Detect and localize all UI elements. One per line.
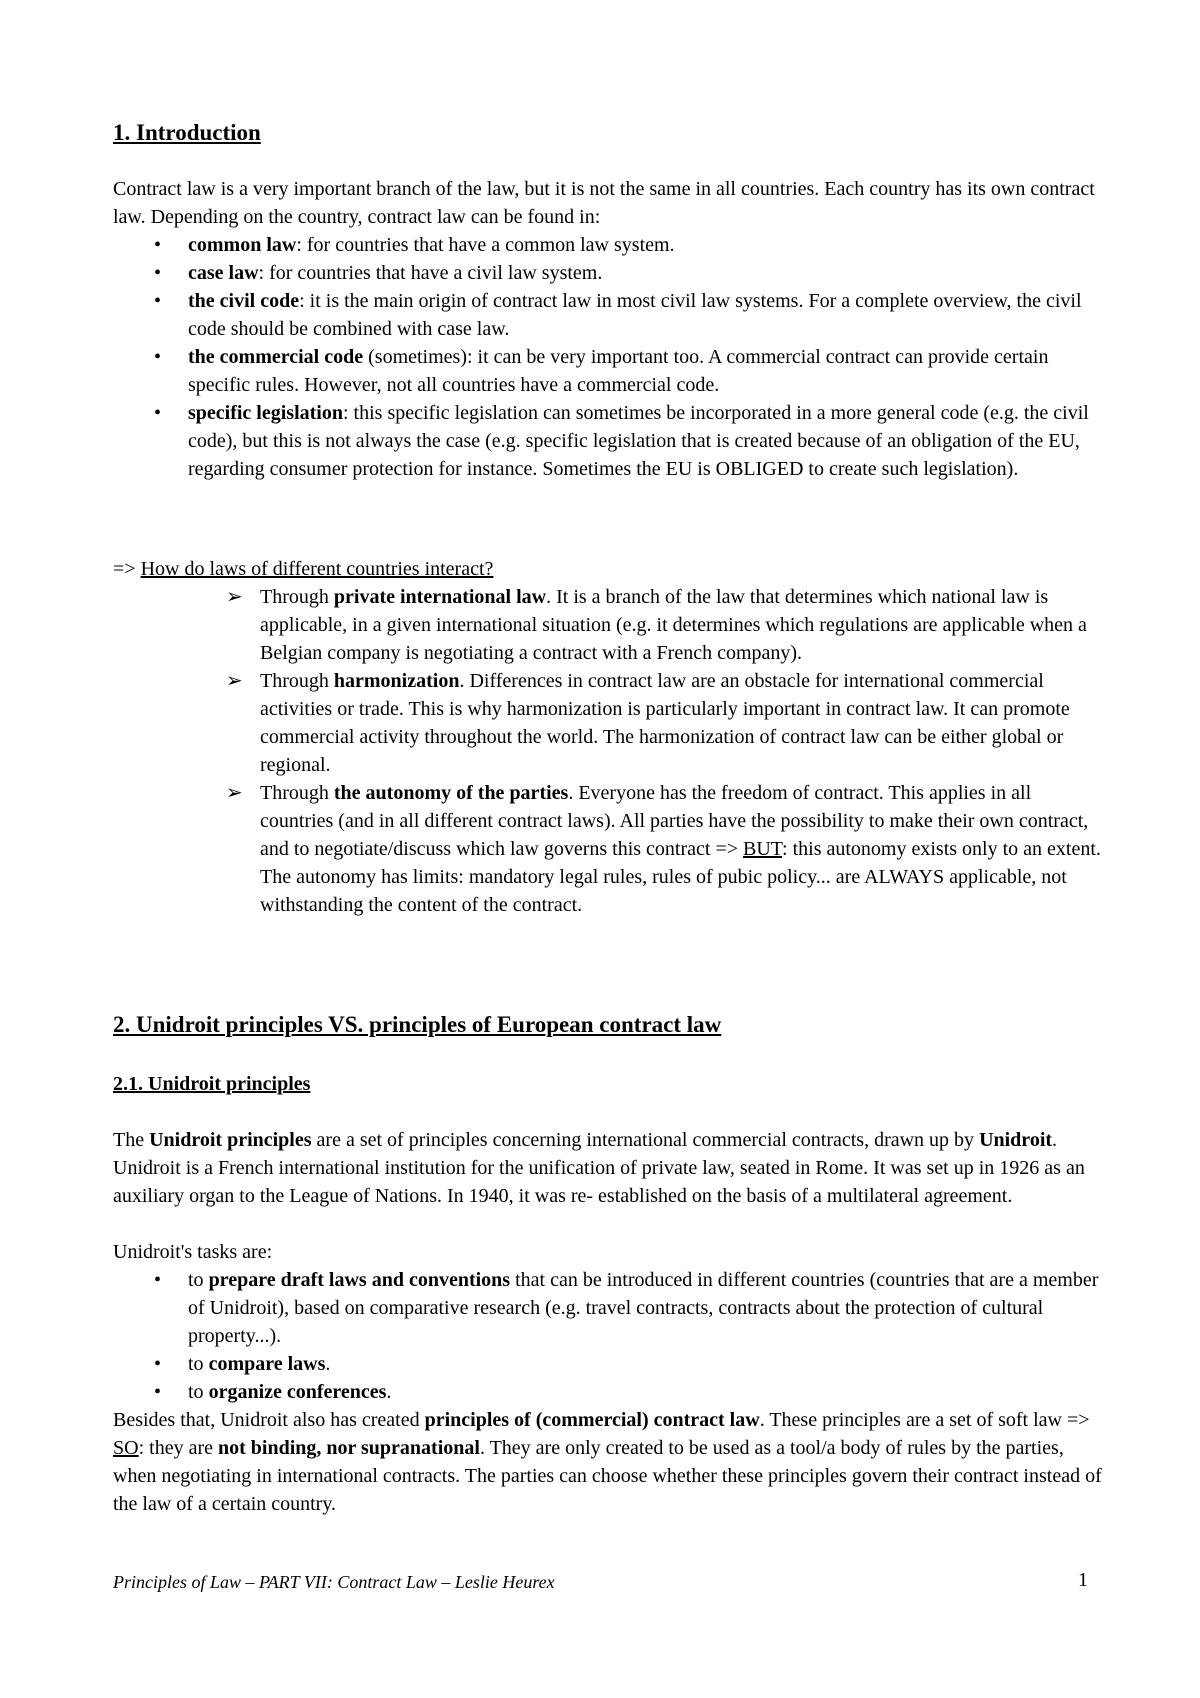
tasks-list [154, 1266, 1103, 1406]
item-text: . Everyone has the freedom of contract. This applies in all countries (and in all different contract laws). All parties have the possibility to make their own contract, and to negotiate/discuss which law governs this contract => [260, 782, 1089, 860]
list-item [154, 343, 1103, 399]
bullet-icon: • [154, 346, 162, 368]
bullet-text: : this specific legislation can sometimes be incorporated in a more general code (e.g. the civil code), but this is not always the case (e.g. specific legislation that is created because of an obligation of the EU, regarding consumer protection for instance. Sometimes the EU is OBLIGED to create such legislation). [188, 402, 1089, 480]
bullet-text: : for countries that have a civil law system. [258, 262, 603, 284]
bullet-icon: • [154, 234, 162, 256]
arrow-bullet-icon: ➢ [226, 782, 243, 804]
item-prefix: Through [260, 586, 334, 608]
item-text: . Differences in contract law are an obstacle for international commercial activities or trade. This is why harmonization is particularly important in contract law. It can promote commercial activity throughout the world. The harmonization of contract law can be either global or regional. [260, 670, 1070, 776]
list-item [226, 779, 1103, 919]
list-item [226, 583, 1103, 667]
arrow-prefix: => [113, 558, 141, 580]
list-item [154, 1350, 1103, 1378]
item-prefix: to [188, 1353, 209, 1375]
list-item [154, 231, 1103, 259]
bullet-text: : it is the main origin of contract law in most civil law systems. For a complete overview, the civil code should be combined with case law. [188, 290, 1082, 340]
arrow-bullet-icon: ➢ [226, 586, 243, 608]
intro-paragraph: Contract law is a very important branch of the law, but it is not the same in all countries. Each country has its own contract law. Depending on the country, contract law can be found in: [113, 178, 1095, 228]
bullet-term: the civil code [188, 290, 300, 312]
item-prefix: Through [260, 782, 334, 804]
section-heading-unidroit-vs-european: 2. Unidroit principles VS. principles of European contract law [113, 1012, 722, 1037]
question-text: How do laws of different countries interact? [140, 558, 494, 580]
bold-term: Unidroit [979, 1129, 1053, 1151]
text: are a set of principles concerning international commercial contracts, drawn up by [311, 1129, 980, 1151]
list-item [154, 287, 1103, 343]
item-underlined: BUT [743, 838, 783, 860]
item-term: the autonomy of the parties [333, 782, 569, 804]
text: The [113, 1129, 150, 1151]
list-item [154, 399, 1103, 483]
tasks-label: Unidroit's tasks are: [113, 1241, 273, 1263]
item-text: that can be introduced in different countries (countries that are a member of Unidroit), based on comparative research (e.g. travel contracts, contracts about the protection of cultural property...). [188, 1269, 1099, 1347]
list-item [154, 259, 1103, 287]
interaction-question [113, 555, 493, 583]
item-term: harmonization [333, 670, 460, 692]
item-term: organize conferences [208, 1381, 387, 1403]
soft-law-paragraph [113, 1406, 1103, 1518]
bullet-term: case law [188, 262, 259, 284]
bold-term: principles of (commercial) contract law [424, 1409, 760, 1431]
item-term: compare laws [208, 1353, 326, 1375]
text: . These principles are a set of soft law => [759, 1409, 1090, 1431]
sources-list [154, 231, 1103, 483]
item-text: . [325, 1353, 331, 1375]
bullet-term: common law [188, 234, 297, 256]
unidroit-paragraph [113, 1126, 1103, 1210]
text: Besides that, Unidroit also has created [113, 1409, 425, 1431]
text: . Unidroit is a French international institution for the unification of private law, seated in Rome. It was set up in 1926 as an auxiliary organ to the League of Nations. In 1940, it was re- established on the basis of a multilateral agreement. [113, 1129, 1085, 1207]
bullet-icon: • [154, 262, 162, 284]
text: : they are [138, 1437, 218, 1459]
bullet-text: (sometimes): it can be very important too. A commercial contract can provide certain specific rules. However, not all countries have a commercial code. [188, 346, 1049, 396]
bullet-icon: • [154, 1353, 162, 1375]
bullet-text: : for countries that have a common law system. [296, 234, 675, 256]
list-item [154, 1266, 1103, 1350]
bullet-term: the commercial code [188, 346, 364, 368]
page-number: 1 [1078, 1569, 1088, 1591]
item-text: : this autonomy exists only to an extent. The autonomy has limits: mandatory legal rules, rules of pubic policy... are ALWAYS applicable, not withstanding the content of the contract. [260, 838, 1101, 916]
item-text: . It is a branch of the law that determines which national law is applicable, in a given international situation (e.g. it determines which regulations are applicable when a Belgian company is negotiating a contract with a French company). [260, 586, 1087, 664]
subsection-heading-unidroit: 2.1. Unidroit principles [113, 1073, 311, 1095]
underlined-term: SO [113, 1437, 139, 1459]
list-item [154, 1378, 1103, 1406]
arrow-bullet-icon: ➢ [226, 670, 243, 692]
bold-term: Unidroit principles [149, 1129, 312, 1151]
list-item [226, 667, 1103, 779]
item-term: private international law [333, 586, 547, 608]
interaction-list [226, 583, 1103, 919]
page-footer: Principles of Law – PART VII: Contract Law – Leslie Heurex [113, 1572, 555, 1592]
item-prefix: Through [260, 670, 334, 692]
text: . They are only created to be used as a tool/a body of rules by the parties, when negotiating in international contracts. The parties can choose whether these principles govern their contract instead of the law of a certain country. [113, 1437, 1102, 1515]
bullet-term: specific legislation [188, 402, 343, 424]
bullet-icon: • [154, 1269, 162, 1291]
bullet-icon: • [154, 1381, 162, 1403]
item-text: . [386, 1381, 392, 1403]
bullet-icon: • [154, 290, 162, 312]
section-heading-introduction: 1. Introduction [113, 120, 261, 145]
bullet-icon: • [154, 402, 162, 424]
bold-term: not binding, nor supranational [217, 1437, 480, 1459]
item-prefix: to [188, 1269, 209, 1291]
item-prefix: to [188, 1381, 209, 1403]
item-term: prepare draft laws and conventions [208, 1269, 511, 1291]
